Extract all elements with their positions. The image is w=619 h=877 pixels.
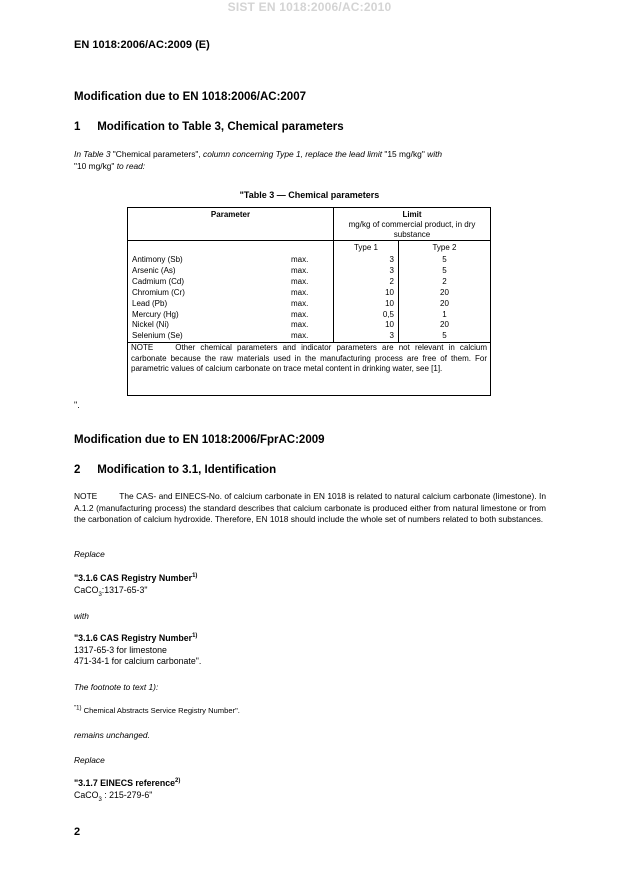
cas-old-heading [74, 573, 197, 584]
formula-part: :1317-65-3" [101, 585, 148, 595]
section-1-number: 1 [74, 121, 81, 133]
table-note-text: Other chemical parameters and indicator parameters are not relevant in calcium carbonate because the raw materials used in the manufacturing process are free of them. For parametric values of calcium carbonate on trace metal content in drinking water, see [1]. [131, 343, 487, 373]
row-type-2-value: 1 [442, 309, 447, 319]
cas-old-value [74, 585, 147, 596]
row-type-1-value: 0,5 [382, 309, 394, 319]
header-limit: Limit [402, 210, 422, 219]
modification-2-heading: Modification due to EN 1018:2006/FprAC:2009 [74, 434, 325, 446]
row-parameter-name: Antimony (Sb) [132, 255, 183, 264]
footnote-text [74, 706, 240, 715]
cas-new-heading [74, 633, 197, 644]
section-2-heading [74, 464, 276, 476]
section-2-number: 2 [74, 464, 81, 476]
row-type-1-value: 2 [389, 276, 394, 286]
watermark: SIST EN 1018:2006/AC:2010 [227, 0, 392, 14]
cas-new-line-1: 1317-65-3 for limestone [74, 645, 167, 655]
row-type-2-value: 5 [442, 265, 447, 275]
row-parameter-name: Selenium (Se) [132, 331, 183, 341]
instruction-part: "Chemical parameters", [110, 149, 204, 159]
formula-part: CaCO [74, 585, 99, 595]
footnote-marker: 1) [192, 573, 198, 580]
header-type-2: Type 2 [432, 243, 457, 252]
modification-1-heading: Modification due to EN 1018:2006/AC:2007 [74, 91, 306, 103]
table-divider [128, 240, 490, 241]
row-type-2-value: 20 [440, 287, 449, 297]
einecs-heading [74, 778, 180, 789]
table-title: "Table 3 — Chemical parameters [239, 190, 380, 200]
instruction-part: "10 mg/kg" [74, 160, 117, 171]
cas-new-line-2: 471-34-1 for calcium carbonate". [74, 656, 202, 666]
formula-part: : 215-279-6" [101, 790, 153, 800]
row-qualifier: max. [291, 255, 309, 264]
table-note-label: NOTE [131, 343, 154, 352]
row-type-1-value: 3 [389, 331, 394, 341]
formula-subscript: 3 [98, 591, 102, 598]
with-instruction: with [74, 611, 89, 621]
row-qualifier: max. [291, 298, 309, 308]
row-type-1-value: 3 [389, 255, 394, 264]
closing-quote: ". [74, 400, 80, 410]
row-type-2-value: 20 [440, 298, 449, 308]
row-qualifier: max. [291, 276, 309, 286]
instruction-part: In Table 3 [74, 149, 111, 159]
formula-subscript: 3 [98, 796, 102, 803]
row-qualifier: max. [291, 265, 309, 275]
cas-old-heading-text: "3.1.6 CAS Registry Number [74, 573, 193, 583]
cas-new-heading-text: "3.1.6 CAS Registry Number [74, 633, 193, 643]
row-qualifier: max. [291, 309, 309, 319]
row-parameter-name: Arsenic (As) [132, 265, 176, 275]
remains-unchanged: remains unchanged. [74, 730, 150, 740]
identification-note [74, 491, 546, 526]
footnote-intro: The footnote to text 1): [74, 682, 159, 692]
row-type-1-value: 10 [385, 298, 394, 308]
row-qualifier: max. [291, 320, 309, 330]
identification-note-label: NOTE [74, 491, 98, 501]
row-type-1-value: 10 [385, 287, 394, 297]
row-type-2-value: 20 [440, 320, 449, 330]
replace-instruction-2: Replace [74, 755, 105, 765]
replace-instruction-1: Replace [74, 549, 105, 559]
instruction-part: "15 mg/kg" [382, 149, 428, 159]
footnote-marker: 2) [175, 778, 181, 785]
instruction-part: to read: [116, 160, 146, 171]
row-type-2-value: 2 [442, 276, 447, 286]
document-id: EN 1018:2006/AC:2009 (E) [74, 39, 210, 51]
footnote-body: Chemical Abstracts Service Registry Number". [81, 706, 240, 715]
section-1-title: Modification to Table 3, Chemical parameters [97, 121, 344, 133]
section-1-heading [74, 121, 344, 133]
chemical-parameters-table [127, 207, 491, 396]
row-type-1-value: 10 [385, 320, 394, 330]
section-2-title: Modification to 3.1, Identification [97, 464, 277, 476]
header-type-1: Type 1 [353, 243, 378, 252]
einecs-heading-text: "3.1.7 EINECS reference [74, 778, 175, 788]
row-parameter-name: Chromium (Cr) [132, 287, 185, 297]
row-qualifier: max. [291, 287, 309, 297]
page-number: 2 [74, 826, 81, 838]
row-type-1-value: 3 [389, 265, 394, 275]
row-parameter-name: Nickel (Ni) [132, 320, 169, 330]
header-limit-unit: mg/kg of commercial product, in dry substance [348, 220, 476, 239]
row-type-2-value: 5 [442, 331, 447, 341]
row-parameter-name: Lead (Pb) [132, 298, 168, 308]
table-instruction [74, 149, 546, 172]
identification-note-text: The CAS- and EINECS-No. of calcium carbonate in EN 1018 is related to natural calcium carbonate (limestone). In A.1.2 (manufacturing process) the standard describes that calcium carbonate is produced either from natural limestone or from the carbonation of calcium hydroxide. Therefore, EN 1018 should include the whole set of numbers related to both substances. [74, 491, 546, 524]
row-parameter-name: Cadmium (Cd) [132, 276, 185, 286]
instruction-part: column concerning Type 1, replace the lead limit [203, 149, 383, 159]
table-note [131, 343, 487, 375]
formula-part: CaCO [74, 790, 99, 800]
footnote-marker: 1) [192, 633, 198, 640]
row-parameter-name: Mercury (Hg) [132, 309, 179, 319]
footnote-marker: "1) [74, 705, 82, 712]
einecs-value [74, 790, 152, 801]
header-parameter: Parameter [210, 210, 251, 219]
row-qualifier: max. [291, 331, 309, 341]
instruction-part: with [427, 149, 443, 159]
row-type-2-value: 5 [442, 255, 447, 264]
